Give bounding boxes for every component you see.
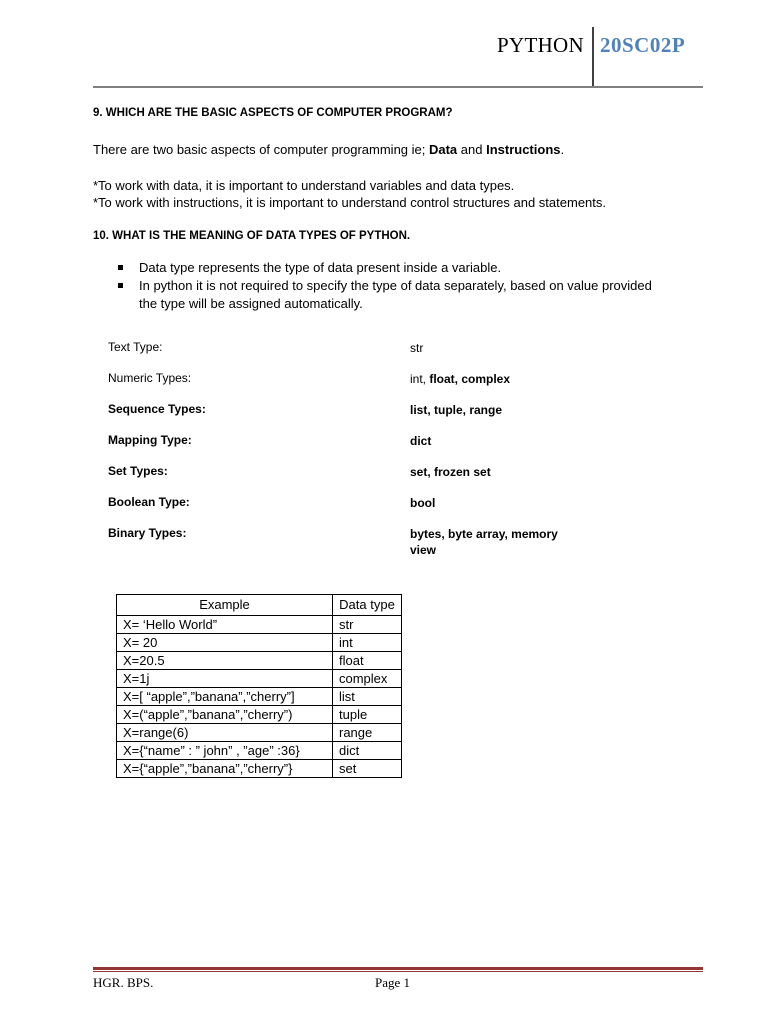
example-cell: X=range(6) <box>117 724 333 742</box>
table-header-row <box>117 595 402 616</box>
type-label: Binary Types: <box>108 526 187 540</box>
question-10-heading: 10. WHAT IS THE MEANING OF DATA TYPES OF PYTHON. <box>93 230 411 242</box>
table-row <box>117 634 402 652</box>
table-row <box>117 742 402 760</box>
table-row <box>117 652 402 670</box>
type-cell: tuple <box>333 706 402 724</box>
type-label: Boolean Type: <box>108 495 190 509</box>
footer-author: HGR. BPS. <box>93 975 154 990</box>
type-cell: list <box>333 688 402 706</box>
table-row <box>117 706 402 724</box>
type-label: Set Types: <box>108 464 168 478</box>
type-label: Numeric Types: <box>108 371 192 385</box>
footer-rule-thin <box>93 971 703 972</box>
type-value: bytes, byte array, memory view <box>410 527 558 557</box>
header-rule <box>93 86 703 88</box>
header-course-code: 20SC02P <box>600 33 686 57</box>
column-header-example: Example <box>117 595 333 616</box>
type-cell: int <box>333 634 402 652</box>
type-cell: set <box>333 760 402 778</box>
type-value: set, frozen set <box>410 465 491 479</box>
example-cell: X= 20 <box>117 634 333 652</box>
example-cell: X={“name” : ” john” , ”age” :36} <box>117 742 333 760</box>
table-row <box>117 688 402 706</box>
type-label: Sequence Types: <box>108 402 206 416</box>
type-value-bold: float, complex <box>429 372 511 386</box>
bullet-square-icon <box>118 283 123 288</box>
data-type-bullets <box>113 259 673 313</box>
question-9-heading: 9. WHICH ARE THE BASIC ASPECTS OF COMPUTER PROGRAM? <box>93 107 453 119</box>
question-9-line-2: *To work with instructions, it is important to understand control structures and statements. <box>93 195 607 210</box>
type-cell: dict <box>333 742 402 760</box>
type-value: dict <box>410 434 432 448</box>
type-label: Text Type: <box>108 340 163 354</box>
type-label: Mapping Type: <box>108 433 192 447</box>
footer-page-number: Page 1 <box>375 975 411 990</box>
table-row <box>117 724 402 742</box>
intro-instructions: Instructions <box>486 142 561 157</box>
table-row <box>117 670 402 688</box>
intro-data: Data <box>428 142 458 157</box>
example-table <box>116 594 402 778</box>
header-title: PYTHON <box>497 33 584 57</box>
header-divider <box>592 27 594 87</box>
question-9-line-1: *To work with data, it is important to understand variables and data types. <box>93 178 515 193</box>
bullet-item <box>113 277 673 313</box>
type-cell: range <box>333 724 402 742</box>
type-cell: float <box>333 652 402 670</box>
column-header-data-type: Data type <box>333 595 402 616</box>
type-value: list, tuple, range <box>410 403 503 417</box>
example-cell: X={“apple”,”banana”,”cherry”} <box>117 760 333 778</box>
intro-and: and <box>457 142 487 157</box>
footer-rule-thick <box>93 967 703 970</box>
example-cell: X= ‘Hello World” <box>117 616 333 634</box>
type-cell: complex <box>333 670 402 688</box>
question-9-intro <box>93 141 564 158</box>
bullet-item <box>113 259 673 277</box>
bullet-text: In python it is not required to specify the type of data separately, based on value provided the type will be assigned automatically. <box>139 278 652 311</box>
table-row <box>117 616 402 634</box>
intro-text: There are two basic aspects of computer programming ie; <box>93 142 429 157</box>
type-value-plain: int, <box>410 372 430 386</box>
type-cell: str <box>333 616 402 634</box>
table-row <box>117 760 402 778</box>
example-cell: X=1j <box>117 670 333 688</box>
intro-period: . <box>560 142 565 157</box>
example-cell: X=20.5 <box>117 652 333 670</box>
example-cell: X=(“apple”,”banana”,”cherry”) <box>117 706 333 724</box>
type-value <box>410 371 580 387</box>
bullet-square-icon <box>118 265 123 270</box>
bullet-text: Data type represents the type of data present inside a variable. <box>139 260 502 275</box>
type-value: bool <box>410 496 436 510</box>
type-value: str <box>410 341 424 355</box>
example-cell: X=[ “apple”,”banana”,”cherry”] <box>117 688 333 706</box>
